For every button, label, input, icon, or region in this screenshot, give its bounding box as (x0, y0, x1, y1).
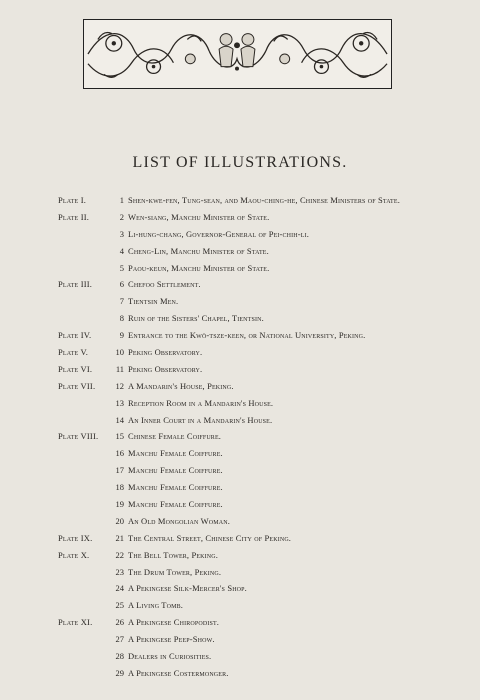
illustration-number: 4 (119, 245, 124, 256)
list-item (58, 547, 458, 564)
illustration-number: 22 (115, 549, 124, 560)
illustration-caption: Tientsin Men. (128, 296, 179, 307)
illustrations-list (58, 192, 458, 682)
plate-label: Plate VIII. (58, 431, 99, 442)
plate-label: Plate IX. (58, 532, 93, 543)
list-item (58, 226, 458, 243)
illustration-number: 11 (115, 363, 124, 374)
list-item (58, 496, 458, 513)
list-item (58, 665, 458, 682)
list-item (58, 513, 458, 530)
list-item (58, 243, 458, 260)
list-item (58, 192, 458, 209)
illustration-number: 7 (119, 296, 124, 307)
plate-label: Plate VI. (58, 363, 93, 374)
illustration-number: 15 (115, 431, 124, 442)
illustration-number: 5 (119, 262, 124, 273)
illustration-caption: Peking Observatory. (128, 363, 203, 374)
illustration-number: 20 (115, 515, 124, 526)
illustration-caption: The Bell Tower, Peking. (128, 549, 219, 560)
illustration-number: 28 (115, 651, 124, 662)
list-item (58, 479, 458, 496)
list-item (58, 445, 458, 462)
illustration-caption: The Drum Tower, Peking. (128, 566, 222, 577)
illustration-caption: Manchu Female Coiffure. (128, 465, 223, 476)
illustration-number: 12 (115, 380, 124, 391)
illustration-number: 19 (115, 499, 124, 510)
illustration-number: 18 (115, 482, 124, 493)
illustration-number: 21 (115, 532, 124, 543)
illustration-caption: A Living Tomb. (128, 600, 184, 611)
list-item (58, 293, 458, 310)
list-item (58, 428, 458, 445)
illustration-caption: Cheng-Lin, Manchu Minister of State. (128, 245, 269, 256)
illustration-number: 10 (115, 347, 124, 358)
illustration-number: 24 (115, 583, 124, 594)
illustration-caption: Manchu Female Coiffure. (128, 482, 223, 493)
illustration-number: 1 (119, 195, 124, 205)
illustration-caption: Shen-kwe-fen, Tung-sean, and Maou-ching-he, Chinese Ministers of State. (128, 195, 400, 205)
list-item (58, 564, 458, 581)
illustration-number: 3 (119, 228, 124, 239)
list-item (58, 580, 458, 597)
illustration-number: 14 (115, 414, 124, 425)
cherub-scroll-ornament-icon (83, 19, 392, 89)
illustration-number: 25 (115, 600, 124, 611)
illustration-number: 2 (119, 211, 124, 222)
plate-label: Plate V. (58, 347, 89, 358)
illustration-caption: An Old Mongolian Woman. (128, 515, 230, 526)
list-item (58, 344, 458, 361)
plate-label: Plate XI. (58, 617, 93, 628)
illustration-caption: Chefoo Settlement. (128, 279, 201, 290)
illustration-caption: Dealers in Curiosities. (128, 651, 212, 662)
list-item (58, 209, 458, 226)
list-item (58, 597, 458, 614)
illustration-number: 6 (119, 279, 124, 290)
list-item (58, 530, 458, 547)
list-item (58, 310, 458, 327)
list-item (58, 327, 458, 344)
illustration-caption: A Pekingese Costermonger. (128, 667, 229, 678)
illustration-caption: Entrance to the Kwö-tsze-keen, or National University, Peking. (128, 330, 366, 341)
illustration-number: 13 (115, 397, 124, 408)
plate-label: Plate VII. (58, 380, 96, 391)
illustration-number: 26 (115, 617, 124, 628)
illustration-caption: A Pekingese Peep-Show. (128, 634, 215, 645)
list-item (58, 276, 458, 293)
plate-label: Plate I. (58, 195, 87, 205)
illustration-number: 9 (119, 330, 124, 341)
list-item (58, 631, 458, 648)
illustration-caption: Ruin of the Sisters' Chapel, Tientsin. (128, 313, 264, 324)
illustration-caption: Wen-siang, Manchu Minister of State. (128, 211, 270, 222)
list-item (58, 614, 458, 631)
illustration-caption: Peking Observatory. (128, 347, 203, 358)
illustration-caption: Li-hung-chang, Governor-General of Pei-chih-li. (128, 228, 310, 239)
illustration-number: 27 (115, 634, 124, 645)
list-item (58, 462, 458, 479)
illustration-number: 23 (115, 566, 124, 577)
illustration-caption: Reception Room in a Mandarin's House. (128, 397, 274, 408)
list-item (58, 412, 458, 429)
list-item (58, 260, 458, 277)
list-item (58, 395, 458, 412)
illustration-caption: An Inner Court in a Mandarin's House. (128, 414, 273, 425)
illustration-caption: A Mandarin's House, Peking. (128, 380, 234, 391)
illustration-caption: The Central Street, Chinese City of Peking. (128, 532, 292, 543)
illustration-caption: A Pekingese Silk-Mercer's Shop. (128, 583, 247, 594)
list-item (58, 378, 458, 395)
list-item (58, 361, 458, 378)
plate-label: Plate II. (58, 211, 90, 222)
ornament-drawing (84, 20, 391, 88)
illustration-number: 17 (115, 465, 124, 476)
illustration-caption: Manchu Female Coiffure. (128, 448, 223, 459)
plate-label: Plate IV. (58, 330, 92, 341)
illustration-caption: A Pekingese Chiropodist. (128, 617, 220, 628)
plate-label: Plate X. (58, 549, 90, 560)
plate-label: Plate III. (58, 279, 93, 290)
illustration-caption: Paou-keun, Manchu Minister of State. (128, 262, 270, 273)
illustration-number: 8 (119, 313, 124, 324)
page-title: LIST OF ILLUSTRATIONS. (132, 154, 348, 171)
illustration-number: 16 (115, 448, 124, 459)
illustration-number: 29 (115, 667, 124, 678)
list-item (58, 648, 458, 665)
illustration-caption: Manchu Female Coiffure. (128, 499, 223, 510)
illustration-caption: Chinese Female Coiffure. (128, 431, 222, 442)
